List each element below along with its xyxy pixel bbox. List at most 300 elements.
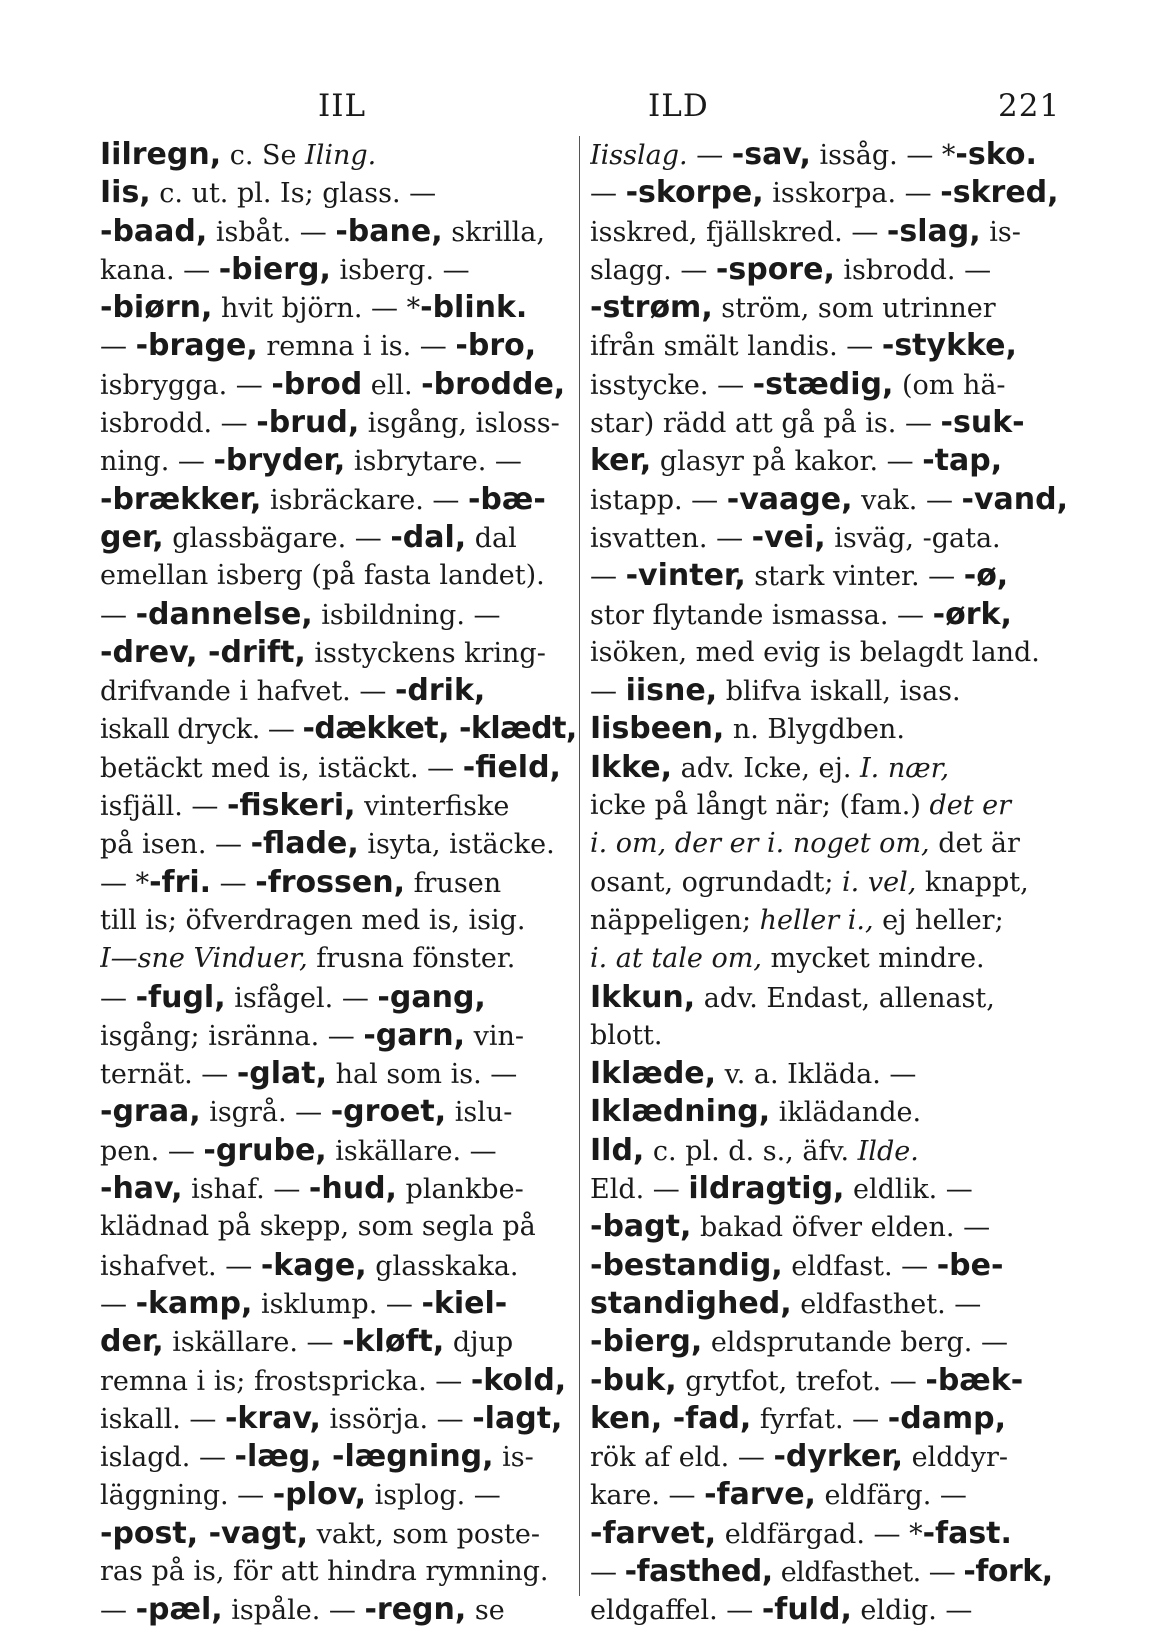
text-line <box>590 710 1068 748</box>
definition-text: stark vinter. — <box>745 561 964 593</box>
text-line <box>590 634 1068 672</box>
definition-text: — <box>687 140 732 171</box>
definition-text: drifvande i hafvet. — <box>100 676 395 708</box>
definition-text: isvatten. — <box>590 522 752 554</box>
text-line <box>590 213 1068 251</box>
definition-text: v. a. Ikläda. — <box>716 1059 917 1091</box>
text-line <box>590 1362 1068 1400</box>
headword: -brækker, <box>100 481 262 517</box>
headword: -be- <box>936 1247 1004 1283</box>
italic-text: heller i., <box>759 904 874 936</box>
text-line <box>100 1476 580 1514</box>
definition-text: isyta, istäcke. <box>358 829 555 861</box>
text-line <box>590 1017 1068 1055</box>
text-line <box>100 366 580 404</box>
definition-text: kare. — <box>590 1480 705 1512</box>
definition-text: remna i is; frostspricka. — <box>100 1365 471 1397</box>
definition-text: läggning. — <box>100 1480 273 1512</box>
definition-text: star) rädd att gå på is. — <box>590 408 941 440</box>
text-line <box>100 672 580 710</box>
definition-text: dal <box>466 522 517 554</box>
text-line <box>100 519 580 557</box>
headword: ildragtig, <box>688 1171 845 1207</box>
headword: -plov, <box>272 1477 367 1513</box>
definition-text: eldfasthet. — <box>791 1288 982 1320</box>
definition-text: vakt, som poste- <box>308 1518 540 1550</box>
headword: -blink. <box>420 290 528 326</box>
text-line <box>590 327 1068 365</box>
headword: -strøm, <box>590 290 713 326</box>
headword: -fuld, <box>761 1592 852 1628</box>
text-line <box>590 1438 1068 1476</box>
text-line <box>590 1515 1068 1553</box>
text-line <box>100 979 580 1017</box>
text-line <box>100 289 580 327</box>
headword: -dal, <box>390 519 467 555</box>
definition-text: is- <box>493 1442 534 1474</box>
text-line <box>100 710 580 748</box>
headword: -læg, -lægning, <box>234 1439 494 1475</box>
text-line <box>100 1093 580 1131</box>
text-line <box>590 1170 1068 1208</box>
definition-text: is- <box>980 216 1021 248</box>
definition-text: isklump. — <box>252 1288 422 1320</box>
definition-text: glasskaka. <box>366 1250 519 1282</box>
definition-text: glassbägare. — <box>163 522 391 554</box>
definition-text: iskällare. — <box>326 1135 497 1167</box>
definition-text: isgrå. — <box>200 1097 331 1129</box>
definition-text: frusna fönster. <box>307 943 516 975</box>
definition-text: klädnad på skepp, som segla på <box>100 1211 536 1243</box>
definition-text: adv. Endast, allenast, <box>695 982 995 1014</box>
left-column <box>100 136 580 1630</box>
headword: -skred, <box>940 175 1059 211</box>
text-line <box>100 1323 580 1361</box>
definition-text: (om hä- <box>893 369 1006 401</box>
text-line <box>100 1400 580 1438</box>
definition-text: grytfot, trefot. — <box>676 1365 926 1397</box>
definition-text: — <box>100 982 136 1014</box>
headword: -fugl, <box>135 979 226 1015</box>
headword: Ild, <box>590 1132 645 1168</box>
definition-text: issörja. — <box>320 1403 473 1435</box>
definition-text: isöken, med evig is belagdt land. <box>590 636 1040 668</box>
italic-text: Iling. <box>305 140 377 171</box>
headword: -bane, <box>335 213 443 249</box>
text-line <box>100 1285 580 1323</box>
headword: ker, <box>590 443 652 479</box>
definition-text: isstyckens kring- <box>305 637 546 669</box>
running-head-left: IIL <box>318 88 367 124</box>
definition-text: eldfärgad. — * <box>716 1518 923 1550</box>
headword: -bro, <box>455 328 537 364</box>
text-line <box>590 442 1068 480</box>
headword: -drik, <box>394 673 486 709</box>
headword: -bæ- <box>467 481 546 517</box>
definition-text: eldlik. — <box>844 1174 973 1206</box>
text-line <box>100 864 580 902</box>
definition-text: c. Se <box>221 140 306 171</box>
text-line <box>590 366 1068 404</box>
definition-text: ifrån smält landis. — <box>590 331 882 363</box>
headword: -pæl, <box>135 1592 223 1628</box>
definition-text: eldgaffel. — <box>590 1595 762 1627</box>
headword: -brod <box>271 366 363 402</box>
definition-text: remna i is. — <box>257 331 456 363</box>
headword: -field, <box>462 749 561 785</box>
headword: -gang, <box>377 979 486 1015</box>
text-line <box>100 825 580 863</box>
headword: -suk- <box>940 405 1025 441</box>
definition-text: glasyr på kakor. — <box>651 446 923 478</box>
headword: -bestandig, <box>590 1247 783 1283</box>
definition-text: vak. — <box>852 484 962 516</box>
definition-text: iskall. — <box>100 1403 225 1435</box>
text-line <box>590 902 1068 940</box>
text-line <box>100 596 580 634</box>
headword: -kiel- <box>421 1285 508 1321</box>
text-line <box>590 481 1068 519</box>
headword: -farvet, <box>590 1515 717 1551</box>
headword: -groet, <box>330 1094 447 1130</box>
text-line <box>590 1208 1068 1246</box>
text-line <box>590 1132 1068 1170</box>
text-line <box>100 1438 580 1476</box>
text-line <box>590 1591 1068 1629</box>
definition-text: — <box>211 867 256 899</box>
headword: ken, -fad, <box>590 1400 752 1436</box>
headword: -bierg, <box>590 1324 703 1360</box>
headword: -dannelse, <box>135 596 313 632</box>
text-line <box>100 634 580 672</box>
headword: -glat, <box>236 1056 328 1092</box>
text-line <box>590 749 1068 787</box>
headword: -garn, <box>363 1017 466 1053</box>
text-line <box>100 1515 580 1553</box>
definition-text: skrilla, <box>442 216 545 248</box>
headword: -bryder, <box>213 443 346 479</box>
text-line <box>590 251 1068 289</box>
headword: -stædig, <box>752 366 894 402</box>
headword: -ørk, <box>932 596 1012 632</box>
definition-text: — <box>590 561 626 593</box>
right-column <box>590 136 1068 1630</box>
headword: -fasthed, <box>624 1553 773 1589</box>
text-line <box>590 1093 1068 1131</box>
definition-text: — * <box>100 867 150 899</box>
headword: -bæk- <box>925 1362 1024 1398</box>
headword: -spore, <box>715 251 835 287</box>
headword: -biørn, <box>100 290 213 326</box>
definition-text: blott. <box>590 1019 663 1051</box>
definition-text: — <box>590 1556 625 1588</box>
definition-text: adv. Icke, ej. <box>672 752 861 784</box>
definition-text: ternät. — <box>100 1059 237 1091</box>
definition-text: knappt, <box>916 866 1029 898</box>
definition-text: islagd. — <box>100 1442 235 1474</box>
definition-text: isbrygga. — <box>100 369 272 401</box>
definition-text: iskall dryck. — <box>100 714 303 746</box>
definition-text: betäckt med is, istäckt. — <box>100 752 463 784</box>
definition-text: fyrfat. — <box>751 1403 888 1435</box>
definition-text: isbildning. — <box>312 599 501 631</box>
definition-text: stor flytande ismassa. — <box>590 599 933 631</box>
headword: -drev, -drift, <box>100 634 306 670</box>
definition-text: isskorpa. — <box>763 178 941 210</box>
headword: -flade, <box>250 826 359 862</box>
text-line <box>100 1362 580 1400</box>
text-line <box>590 1476 1068 1514</box>
text-line <box>590 1247 1068 1285</box>
headword: -vinter, <box>625 558 746 594</box>
text-line <box>100 902 580 940</box>
headword: der, <box>100 1324 164 1360</box>
text-line <box>590 557 1068 595</box>
text-line <box>590 672 1068 710</box>
definition-text: isbrodd. — <box>834 254 992 286</box>
text-line <box>100 787 580 825</box>
definition-text: djup <box>444 1327 514 1359</box>
headword: Ikkun, <box>590 979 696 1015</box>
text-line <box>100 1247 580 1285</box>
definition-text: isgång, isloss- <box>359 408 560 440</box>
headword: -fri. <box>149 864 212 900</box>
headword: -kage, <box>260 1247 367 1283</box>
definition-text: ishafvet. — <box>100 1250 261 1282</box>
headword: -slag, <box>886 213 981 249</box>
definition-text: — <box>590 676 626 708</box>
text-line <box>100 1055 580 1093</box>
definition-text: mycket mindre. <box>761 943 985 975</box>
headword: -kamp, <box>135 1285 253 1321</box>
definition-text: ström, som utrinner <box>712 293 996 325</box>
text-line <box>100 1591 580 1629</box>
definition-text: eldfärg. — <box>815 1480 967 1512</box>
headword: Iilregn, <box>100 137 222 172</box>
definition-text: — <box>590 178 626 210</box>
definition-text: rök af eld. — <box>590 1442 774 1474</box>
headword: -brage, <box>135 328 258 364</box>
definition-text: — <box>100 331 136 363</box>
text-line <box>590 136 1068 174</box>
definition-text: isfjäll. — <box>100 791 227 823</box>
headword: -farve, <box>704 1477 816 1513</box>
definition-text: se <box>466 1595 505 1627</box>
definition-text: isberg. — <box>330 254 470 286</box>
headword: -fiskeri, <box>226 788 356 824</box>
headword: -brodde, <box>421 366 566 402</box>
text-line <box>100 1170 580 1208</box>
headword: iisne, <box>625 673 718 709</box>
italic-text: det er <box>929 790 1012 822</box>
definition-text: frusen <box>404 867 502 899</box>
definition-text: eldfast. — <box>782 1250 937 1282</box>
italic-text: I. nær, <box>860 752 950 784</box>
italic-text: i. vel, <box>842 866 917 898</box>
headword: ger, <box>100 519 164 555</box>
headword: Iklæde, <box>590 1056 717 1092</box>
text-line <box>100 1132 580 1170</box>
definition-text: icke på långt när; (fam.) <box>590 790 930 822</box>
text-line <box>590 1285 1068 1323</box>
headword: -graa, <box>100 1094 201 1130</box>
definition-text: ras på is, för att hindra rymning. <box>100 1555 549 1587</box>
definition-text: vin- <box>465 1020 525 1052</box>
definition-text: ishaf. — <box>182 1174 309 1206</box>
headword: -damp, <box>887 1400 1007 1436</box>
text-line <box>100 174 580 212</box>
definition-text: pen. — <box>100 1135 204 1167</box>
headword: -fork, <box>963 1553 1053 1589</box>
definition-text: isgång; isränna. — <box>100 1020 364 1052</box>
headword: -tap, <box>922 443 1003 479</box>
text-line <box>590 940 1068 978</box>
definition-text: hvit björn. — * <box>212 293 421 325</box>
definition-text: isfågel. — <box>225 982 378 1014</box>
text-line <box>100 749 580 787</box>
headword: -krav, <box>224 1400 321 1436</box>
definition-text: på isen. — <box>100 829 251 861</box>
headword: -lagt, <box>472 1400 563 1436</box>
headword: -kold, <box>470 1362 567 1398</box>
headword: -baad, <box>100 213 208 249</box>
headword: -vaage, <box>726 481 853 517</box>
definition-text: — <box>100 1595 136 1627</box>
definition-text: isplog. — <box>366 1480 501 1512</box>
text-line <box>590 174 1068 212</box>
headword: -bagt, <box>590 1209 692 1245</box>
definition-text: isbräckare. — <box>261 484 468 516</box>
definition-text: istapp. — <box>590 484 727 516</box>
definition-text: eldfasthet. — <box>772 1556 964 1588</box>
definition-text: isväg, -gata. <box>825 522 1001 554</box>
headword: Ikke, <box>590 749 673 785</box>
headword: -ø, <box>963 558 1009 594</box>
headword: -sko. <box>955 137 1037 172</box>
headword: -vei, <box>751 519 826 555</box>
headword: -fast. <box>922 1515 1012 1551</box>
headword: -dyrker, <box>773 1439 903 1475</box>
definition-text: ej heller; <box>873 904 1004 936</box>
definition-text: iklädande. <box>770 1097 922 1129</box>
text-line <box>100 136 580 174</box>
definition-text: isbåt. — <box>207 216 336 248</box>
text-line <box>100 1208 580 1246</box>
headword: -hav, <box>100 1171 183 1207</box>
text-line <box>590 825 1068 863</box>
definition-text: ispåle. — <box>222 1595 365 1627</box>
headword: -brud, <box>256 405 360 441</box>
text-line <box>590 596 1068 634</box>
definition-text: vinterfiske <box>355 791 510 823</box>
headword: -dækket, -klædt, <box>302 711 577 747</box>
column-divider <box>579 136 580 1596</box>
text-line <box>590 404 1068 442</box>
definition-text: till is; öfverdragen med is, isig. <box>100 904 526 936</box>
text-line <box>590 1553 1068 1591</box>
italic-text: i. om, der er i. noget om, <box>590 828 930 860</box>
definition-text: blifva iskall, isas. <box>717 676 961 708</box>
headword: -post, -vagt, <box>100 1515 309 1551</box>
definition-text: n. Blygdben. <box>724 714 905 746</box>
definition-text: — <box>100 1288 136 1320</box>
definition-text: — <box>100 599 136 631</box>
headword: Iklædning, <box>590 1094 771 1130</box>
text-line <box>590 1400 1068 1438</box>
italic-text: Iisslag. <box>590 140 688 171</box>
text-line <box>590 1055 1068 1093</box>
page-number: 221 <box>998 88 1061 124</box>
definition-text: näppeligen; <box>590 904 760 936</box>
headword: Iis, <box>100 175 151 211</box>
headword: -frossen, <box>255 864 405 900</box>
headword: -buk, <box>590 1362 677 1398</box>
definition-text: slagg. — <box>590 254 716 286</box>
definition-text: det är <box>929 828 1020 860</box>
text-line <box>100 481 580 519</box>
definition-text: elddyr- <box>903 1442 1009 1474</box>
headword: standighed, <box>590 1285 792 1321</box>
text-line <box>100 940 580 978</box>
running-head-center: ILD <box>648 88 709 124</box>
definition-text: Eld. — <box>590 1174 689 1206</box>
text-line <box>590 864 1068 902</box>
text-line <box>590 519 1068 557</box>
definition-text: isbrodd. — <box>100 408 257 440</box>
headword: -skorpe, <box>625 175 764 211</box>
definition-text: ning. — <box>100 446 214 478</box>
headword: -grube, <box>203 1132 327 1168</box>
text-line <box>100 327 580 365</box>
definition-text: issåg. — * <box>810 140 956 171</box>
text-line <box>100 1017 580 1055</box>
definition-text: osant, ogrundadt; <box>590 866 843 898</box>
headword: -kløft, <box>342 1324 445 1360</box>
text-line <box>590 1323 1068 1361</box>
text-line <box>590 787 1068 825</box>
headword: -stykke, <box>881 328 1017 364</box>
text-line <box>100 442 580 480</box>
definition-text: ell. <box>362 369 422 401</box>
definition-text: eldig. — <box>851 1595 973 1627</box>
definition-text: hal som is. — <box>327 1059 518 1091</box>
headword: -vand, <box>961 481 1068 517</box>
italic-text: I—sne Vinduer, <box>100 943 308 975</box>
definition-text: isbrytare. — <box>345 446 522 478</box>
text-line <box>100 1553 580 1591</box>
text-line <box>100 213 580 251</box>
definition-text: plankbe- <box>396 1174 524 1206</box>
headword: -regn, <box>364 1592 467 1628</box>
definition-text: isstycke. — <box>590 369 753 401</box>
definition-text: c. ut. pl. Is; glass. — <box>150 178 437 210</box>
text-line <box>100 251 580 289</box>
definition-text: iskällare. — <box>163 1327 343 1359</box>
text-line <box>590 979 1068 1017</box>
headword: -hud, <box>308 1171 397 1207</box>
italic-text: i. at tale om, <box>590 943 762 975</box>
headword: Iisbeen, <box>590 711 725 747</box>
definition-text: c. pl. d. s., äfv. <box>644 1135 858 1167</box>
definition-text: islu- <box>446 1097 513 1129</box>
definition-text: bakad öfver elden. — <box>691 1212 991 1244</box>
definition-text: emellan isberg (på fasta landet). <box>100 560 545 592</box>
text-line <box>590 289 1068 327</box>
definition-text: kana. — <box>100 254 219 286</box>
headword: -bierg, <box>218 251 331 287</box>
italic-text: Ilde. <box>857 1135 919 1167</box>
text-line <box>100 557 580 595</box>
